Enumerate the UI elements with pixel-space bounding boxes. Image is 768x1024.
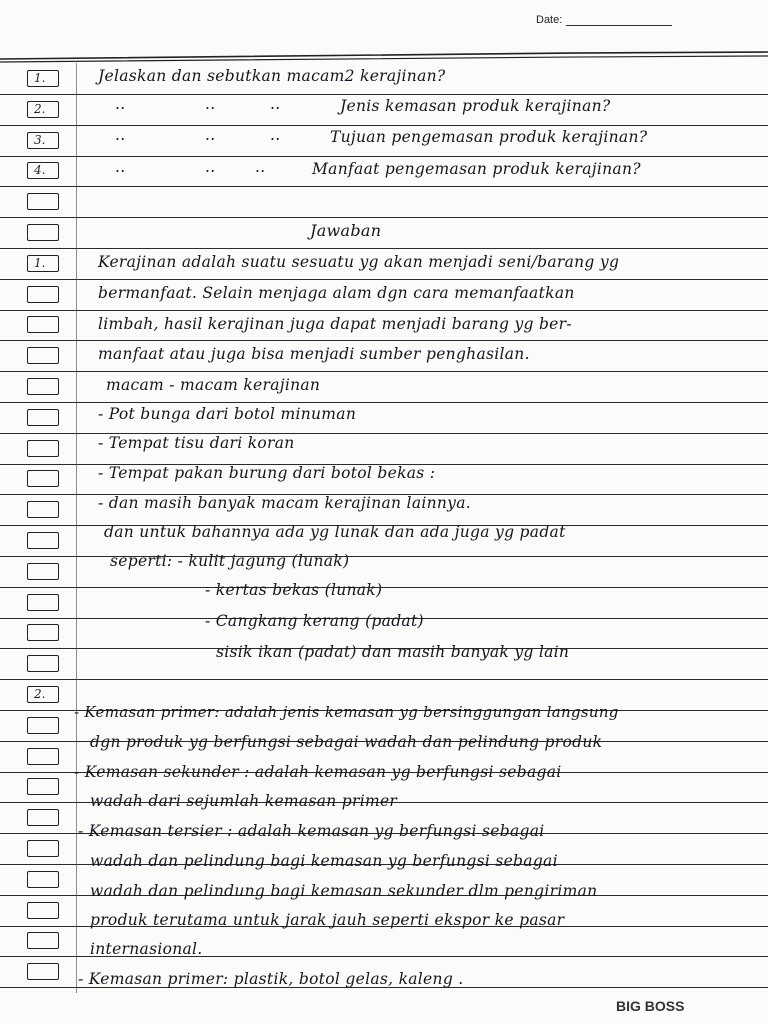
margin-line — [76, 63, 77, 993]
question-4: Manfaat pengemasan produk kerajinan? — [312, 160, 641, 178]
ruled-row — [0, 187, 768, 218]
number-box — [27, 871, 59, 888]
answer-2-line: internasional. — [90, 940, 203, 958]
number-box: 3. — [27, 132, 59, 149]
answer-1-line: - kertas bekas (lunak) — [205, 581, 383, 599]
number-box — [27, 840, 59, 857]
number-box — [27, 193, 59, 210]
question-3-ditto: .. — [205, 126, 216, 144]
answer-2-line: wadah dari sejumlah kemasan primer — [90, 792, 398, 810]
answer-1-line: - Cangkang kerang (padat) — [205, 612, 424, 630]
number-box: 2. — [27, 686, 59, 703]
number-box — [27, 440, 59, 457]
question-2-ditto: .. — [270, 95, 281, 113]
number-box — [27, 286, 59, 303]
number-box — [27, 809, 59, 826]
number-box — [27, 655, 59, 672]
number-box: 4. — [27, 162, 59, 179]
brand-logo: BIG BOSS — [616, 998, 685, 1014]
question-3: Tujuan pengemasan produk kerajinan? — [330, 128, 648, 146]
question-3-ditto: .. — [270, 126, 281, 144]
answer-1-line: - Tempat tisu dari koran — [98, 434, 295, 452]
answer-1-line: manfaat atau juga bisa menjadi sumber penghasilan. — [98, 345, 530, 363]
answer-2-line: dgn produk yg berfungsi sebagai wadah dan pelindung produk — [90, 733, 603, 751]
answer-1-line: sisik ikan (padat) dan masih banyak yg lain — [216, 643, 570, 661]
answer-2-line: wadah dan pelindung bagi kemasan yg berfungsi sebagai — [90, 852, 558, 870]
answer-1-line: Kerajinan adalah suatu sesuatu yg akan menjadi seni/barang yg — [98, 253, 620, 271]
number-box: 2. — [27, 101, 59, 118]
date-label: Date: — [536, 14, 563, 26]
answer-1-line: - Tempat pakan burung dari botol bekas : — [98, 464, 436, 482]
question-1: Jelaskan dan sebutkan macam2 kerajinan? — [98, 67, 446, 85]
number-box — [27, 717, 59, 734]
question-4-ditto: .. — [255, 158, 266, 176]
answer-2-line: produk terutama untuk jarak jauh seperti ekspor ke pasar — [90, 911, 565, 929]
number-box: 1. — [27, 255, 59, 272]
number-box — [27, 563, 59, 580]
number-box — [27, 347, 59, 364]
number-box — [27, 932, 59, 949]
question-2: Jenis kemasan produk kerajinan? — [340, 97, 611, 115]
number-box — [27, 224, 59, 241]
answer-2-line: - Kemasan sekunder : adalah kemasan yg berfungsi sebagai — [74, 763, 562, 781]
number-box — [27, 409, 59, 426]
answer-1-line: seperti: - kulit jagung (lunak) — [110, 552, 350, 570]
answer-2-line: - Kemasan primer: adalah jenis kemasan yg bersinggungan langsung — [74, 703, 619, 721]
number-box — [27, 501, 59, 518]
number-box — [27, 624, 59, 641]
number-box — [27, 594, 59, 611]
answer-heading: Jawaban — [310, 221, 382, 240]
question-4-ditto: .. — [115, 158, 126, 176]
number-box — [27, 378, 59, 395]
number-box — [27, 532, 59, 549]
number-box — [27, 316, 59, 333]
question-2-ditto: .. — [205, 95, 216, 113]
ruled-row — [0, 218, 768, 249]
number-box — [27, 963, 59, 980]
answer-1-line: - Pot bunga dari botol minuman — [98, 405, 357, 423]
number-box — [27, 902, 59, 919]
answer-1-line: macam - macam kerajinan — [106, 376, 321, 394]
answer-2-line: - Kemasan primer: plastik, botol gelas, kaleng . — [78, 970, 464, 988]
question-4-ditto: .. — [205, 158, 216, 176]
answer-1-line: - dan masih banyak macam kerajinan lainnya. — [98, 494, 472, 512]
question-3-ditto: .. — [115, 126, 126, 144]
number-box — [27, 778, 59, 795]
answer-2-line: - Kemasan tersier : adalah kemasan yg berfungsi sebagai — [78, 822, 545, 840]
question-2-ditto: .. — [115, 95, 126, 113]
answer-1-line: dan untuk bahannya ada yg lunak dan ada juga yg padat — [104, 523, 566, 541]
answer-1-line: limbah, hasil kerajinan juga dapat menjadi barang yg ber- — [98, 315, 572, 333]
number-box — [27, 748, 59, 765]
number-box: 1. — [27, 70, 59, 87]
number-box — [27, 470, 59, 487]
answer-2-line: wadah dan pelindung bagi kemasan sekunder dlm pengiriman — [90, 882, 598, 900]
answer-1-line: bermanfaat. Selain menjaga alam dgn cara memanfaatkan — [98, 284, 575, 302]
